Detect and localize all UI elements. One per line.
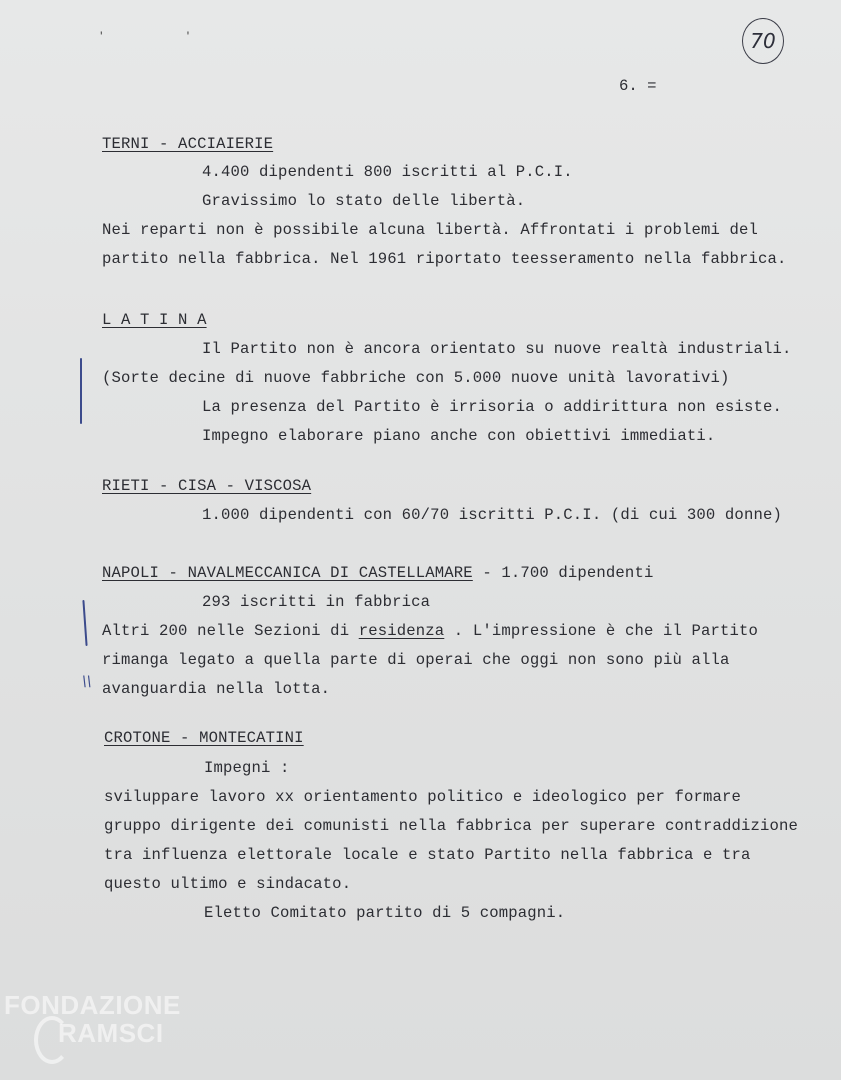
napoli-residenza-underlined: residenza	[358, 622, 445, 640]
logo-text-line1: FONDAZIONE	[4, 990, 181, 1020]
napoli-line-4: avanguardia nella lotta.	[102, 680, 331, 698]
terni-line-4: partito nella fabbrica. Nel 1961 riportato teesseramento nella fabbrica.	[102, 250, 787, 268]
latina-line-4: Impegno elaborare piano anche con obiettivi immediati.	[202, 427, 716, 445]
crotone-line-4: tra influenza elettorale locale e stato Partito nella fabbrica e tra	[104, 846, 751, 864]
napoli-line-1: 293 iscritti in fabbrica	[202, 593, 431, 611]
section-heading-latina: L A T I N A	[102, 311, 207, 329]
napoli-line-2c: . L'impressione è che il Partito	[444, 622, 759, 640]
fondazione-gramsci-logo	[4, 990, 204, 1070]
napoli-heading-tail: - 1.700 dipendenti	[472, 564, 654, 582]
section-heading-rieti: RIETI - CISA - VISCOSA	[102, 477, 312, 495]
crotone-line-2: sviluppare lavoro xx orientamento politico e ideologico per formare	[104, 788, 742, 806]
section-heading-terni: TERNI - ACCIAIERIE	[102, 135, 274, 153]
rieti-line-1: 1.000 dipendenti con 60/70 iscritti P.C.I. (di cui 300 donne)	[202, 506, 782, 524]
section-heading-napoli: NAPOLI - NAVALMECCANICA DI CASTELLAMARE	[102, 564, 473, 582]
terni-line-2: Gravissimo lo stato delle libertà.	[202, 192, 526, 210]
page-number: 6. =	[619, 77, 657, 95]
crotone-line-6: Eletto Comitato partito di 5 compagni.	[204, 904, 566, 922]
crotone-line-3: gruppo dirigente dei comunisti nella fabbrica per superare contraddizione	[104, 817, 799, 835]
section-heading-crotone: CROTONE - MONTECATINI	[104, 729, 304, 747]
napoli-line-2a: Altri 200 nelle Sezioni di	[102, 622, 359, 640]
margin-note-napoli: \\	[82, 674, 92, 690]
crotone-line-5: questo ultimo e sindacato.	[104, 875, 352, 893]
terni-line-1: 4.400 dipendenti 800 iscritti al P.C.I.	[202, 163, 573, 181]
terni-line-3: Nei reparti non è possibile alcuna libertà. Affrontati i problemi del	[102, 221, 759, 239]
folio-number: 70	[742, 18, 784, 64]
latina-line-2: (Sorte decine di nuove fabbriche con 5.000 nuove unità lavorativi)	[102, 369, 730, 387]
top-marks: ' '	[100, 28, 230, 44]
latina-line-1: Il Partito non è ancora orientato su nuove realtà industriali.	[202, 340, 792, 358]
latina-line-3: La presenza del Partito è irrisoria o addirittura non esiste.	[202, 398, 782, 416]
crotone-line-1: Impegni :	[204, 759, 290, 777]
napoli-line-3: rimanga legato a quella parte di operai che oggi non sono più alla	[102, 651, 730, 669]
margin-mark-latina	[80, 358, 82, 424]
napoli-heading-line	[102, 564, 653, 582]
logo-text-line2: RAMSCI	[58, 1018, 164, 1048]
napoli-line-2	[102, 622, 758, 640]
